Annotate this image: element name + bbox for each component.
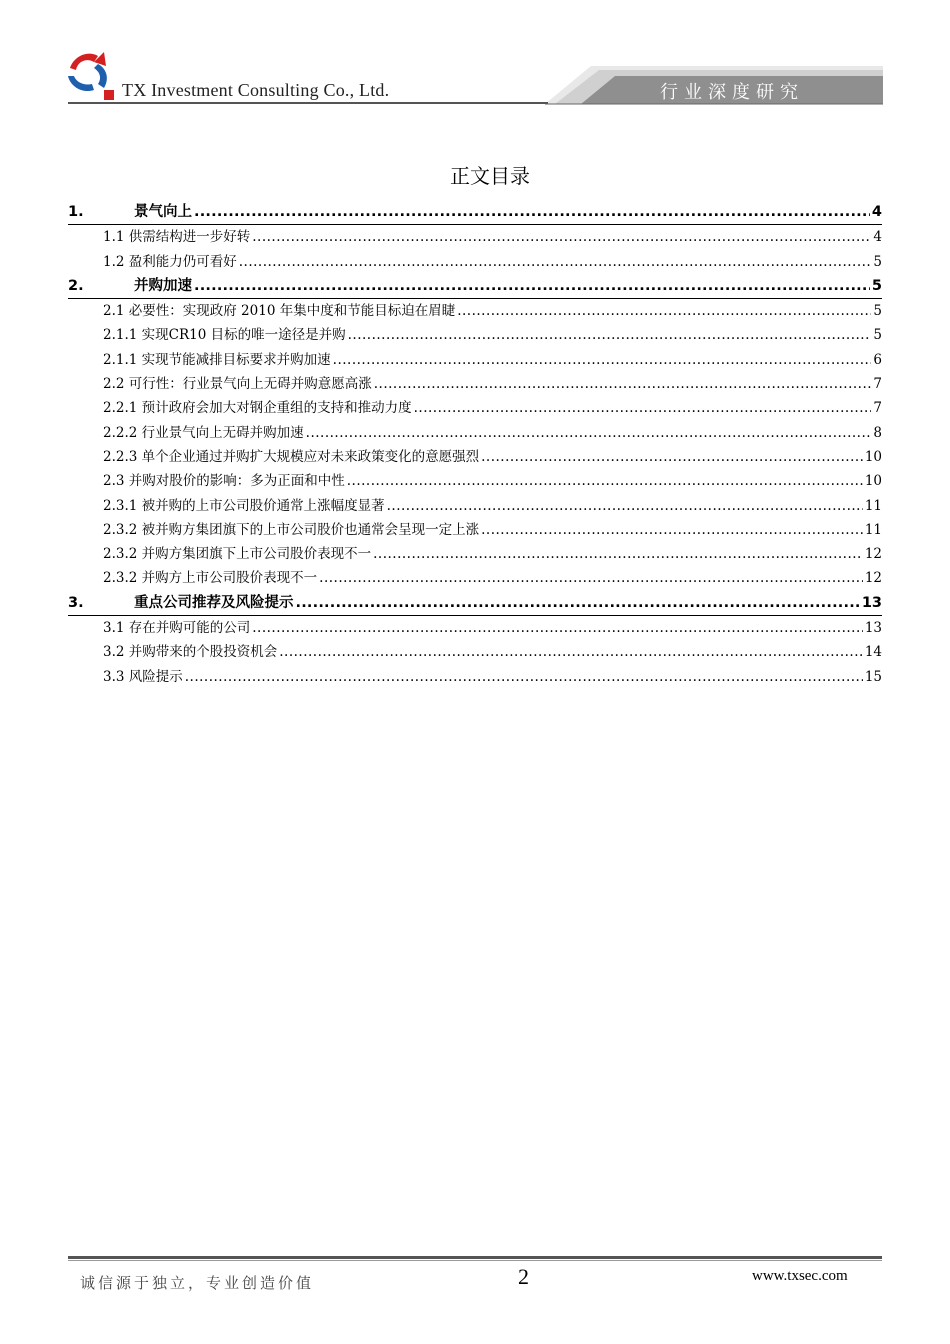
report-type-title: 行业深度研究 <box>660 82 804 103</box>
toc-entry-title: 2.2.2 行业景气向上无碍并购加速 <box>103 424 304 441</box>
toc-leader-dots <box>347 473 863 489</box>
toc-entry-title: 2.3.2 并购方上市公司股价表现不一 <box>103 570 318 587</box>
toc-leader-dots <box>374 376 872 392</box>
toc-entry-section[interactable] <box>68 348 882 372</box>
toc-leader-dots <box>296 595 860 611</box>
toc-entry-number: 1. <box>68 204 84 220</box>
toc-entry-title: 1.1 供需结构进一步好转 <box>103 229 251 246</box>
toc-entry-page: 11 <box>864 521 882 538</box>
toc-entry-title: 3.1 存在并购可能的公司 <box>103 620 251 637</box>
toc-entry-section[interactable] <box>68 640 882 664</box>
toc-entry-title: 2.1 必要性：实现政府 2010 年集中度和节能目标迫在眉睫 <box>103 303 456 320</box>
toc-entry-chapter[interactable] <box>68 591 882 616</box>
toc-entry-section[interactable] <box>68 518 882 542</box>
toc-leader-dots <box>194 278 870 294</box>
footer-rule-thin <box>68 1260 882 1261</box>
toc-leader-dots <box>239 254 872 270</box>
toc-entry-section[interactable] <box>68 445 882 469</box>
toc-entry-chapter[interactable] <box>68 200 882 225</box>
toc-entry-page: 5 <box>873 303 882 320</box>
toc-leader-dots <box>319 570 863 586</box>
toc-leader-dots <box>252 229 871 245</box>
toc-entry-section[interactable] <box>68 323 882 347</box>
toc-entry-title: 3.3 风险提示 <box>103 668 183 685</box>
toc-entry-title: 2.2.3 单个企业通过并购扩大规模应对未来政策变化的意愿强烈 <box>103 448 480 465</box>
toc-entry-title: 景气向上 <box>134 204 192 220</box>
toc-entry-title: 2.3.2 被并购方集团旗下的上市公司股价也通常会呈现一定上涨 <box>103 521 480 538</box>
toc-entry-page: 5 <box>873 253 882 270</box>
toc-leader-dots <box>279 644 863 660</box>
toc-leader-dots <box>457 303 871 319</box>
toc-leader-dots <box>348 327 872 343</box>
toc-entry-title: 2.3.1 被并购的上市公司股价通常上涨幅度显著 <box>103 497 385 514</box>
toc-entry-chapter[interactable] <box>68 274 882 299</box>
company-name: TX Investment Consulting Co., Ltd. <box>122 80 390 100</box>
toc-entry-page: 12 <box>864 570 882 587</box>
toc-entry-section[interactable] <box>68 665 882 689</box>
toc-entry-number: 2. <box>68 277 84 294</box>
toc-entry-page: 4 <box>873 229 882 246</box>
toc-entry-number: 3. <box>68 594 84 611</box>
toc-leader-dots <box>306 425 872 441</box>
page-header <box>0 0 950 110</box>
toc-entry-title: 2.1.1 实现节能减排目标要求并购加速 <box>103 351 331 368</box>
toc-entry-section[interactable] <box>68 225 882 249</box>
toc-leader-dots <box>481 449 863 465</box>
toc-title: 正文目录 <box>450 164 530 188</box>
toc-leader-dots <box>333 352 872 368</box>
toc-entry-section[interactable] <box>68 250 882 274</box>
toc-entry-page: 15 <box>864 668 882 685</box>
footer-website[interactable]: www.txsec.com <box>752 1268 848 1284</box>
toc-leader-dots <box>387 498 863 514</box>
toc-entry-section[interactable] <box>68 616 882 640</box>
page-number: 2 <box>518 1264 529 1289</box>
toc-entry-title: 重点公司推荐及风险提示 <box>134 594 294 611</box>
toc-entry-page: 12 <box>864 546 882 563</box>
toc-entry-title: 并购加速 <box>134 277 192 294</box>
toc-entry-page: 8 <box>873 424 882 441</box>
toc-leader-dots <box>252 620 863 636</box>
toc-entry-section[interactable] <box>68 396 882 420</box>
toc-entry-page: 10 <box>864 473 882 490</box>
toc-leader-dots <box>414 400 872 416</box>
toc-entry-page: 13 <box>864 620 882 637</box>
toc-entry-page: 11 <box>864 497 882 514</box>
toc-entry-section[interactable] <box>68 469 882 493</box>
toc-entry-page: 7 <box>873 400 882 417</box>
toc-entry-page: 6 <box>873 351 882 368</box>
toc-entry-section[interactable] <box>68 542 882 566</box>
toc-entry-section[interactable] <box>68 494 882 518</box>
toc-entry-title: 2.2.1 预计政府会加大对钢企重组的支持和推动力度 <box>103 400 412 417</box>
toc-entry-page: 13 <box>861 594 882 611</box>
toc-entry-title: 3.2 并购带来的个股投资机会 <box>103 644 278 661</box>
toc-entry-section[interactable] <box>68 566 882 590</box>
footer-rule <box>68 1256 882 1259</box>
toc-entry-title: 2.3.2 并购方集团旗下上市公司股价表现不一 <box>103 546 372 563</box>
toc-leader-dots <box>481 522 863 538</box>
toc-entry-title: 2.3 并购对股价的影响：多为正面和中性 <box>103 473 345 490</box>
toc-entry-page: 5 <box>871 277 882 294</box>
toc-entry-page: 7 <box>873 376 882 393</box>
toc-entry-page: 4 <box>871 204 882 220</box>
toc-entry-section[interactable] <box>68 372 882 396</box>
toc-entry-title: 1.2 盈利能力仍可看好 <box>103 253 237 270</box>
toc-entry-page: 5 <box>873 327 882 344</box>
toc-entry-title: 2.1.1 实现CR10 目标的唯一途径是并购 <box>103 327 346 344</box>
toc-entry-section[interactable] <box>68 421 882 445</box>
table-of-contents <box>68 200 882 689</box>
tx-logo-icon <box>64 46 120 102</box>
header-rule <box>68 102 548 104</box>
toc-entry-title: 2.2 可行性：行业景气向上无碍并购意愿高涨 <box>103 376 372 393</box>
toc-entry-page: 14 <box>864 644 882 661</box>
toc-leader-dots <box>194 204 870 220</box>
footer-slogan: 诚信源于独立，专业创造价值 <box>80 1274 315 1292</box>
toc-entry-page: 10 <box>864 448 882 465</box>
toc-leader-dots <box>185 669 863 685</box>
toc-entry-section[interactable] <box>68 299 882 323</box>
toc-leader-dots <box>373 546 863 562</box>
